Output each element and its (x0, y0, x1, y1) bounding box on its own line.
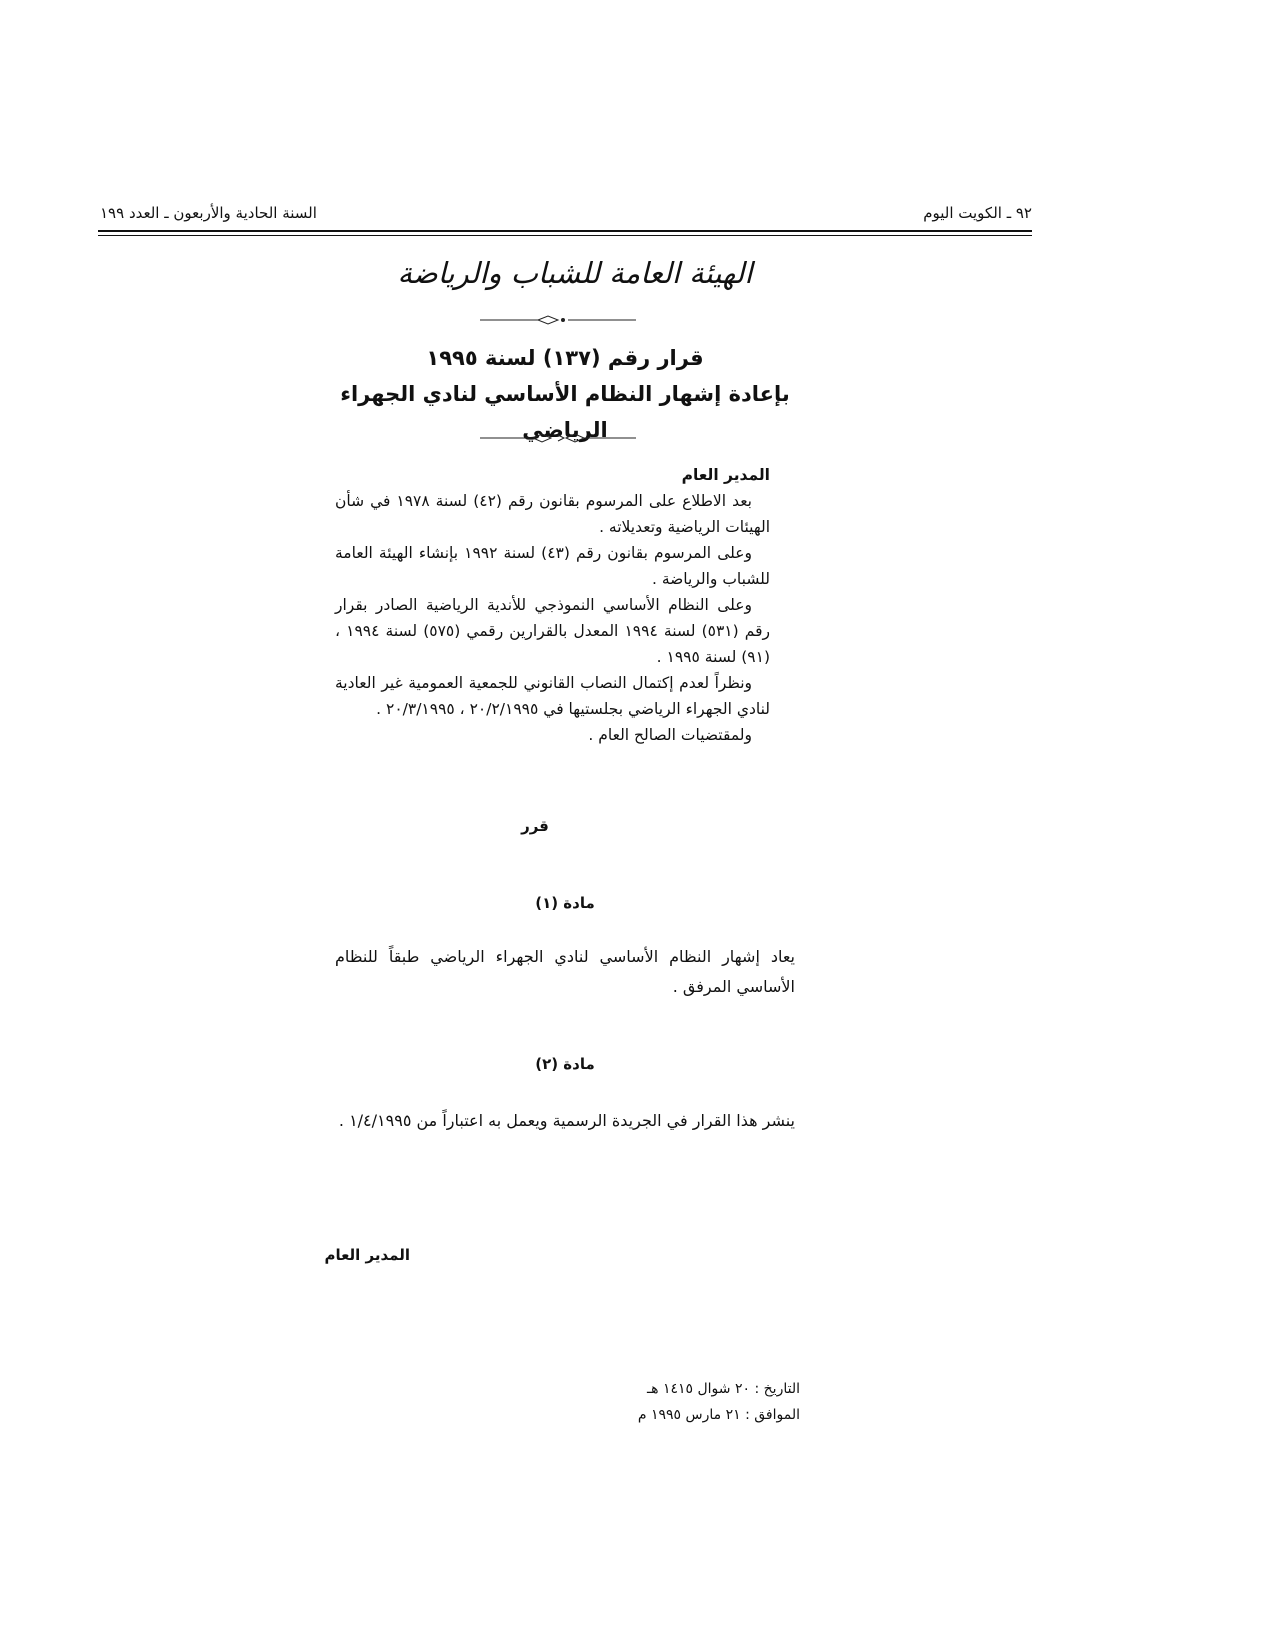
ornament-divider (478, 313, 638, 327)
preamble-paragraph: ونظراً لعدم إكتمال النصاب القانوني للجمعية العمومية غير العادية لنادي الجهراء الرياضي بجلستيها في ٢٠/٢/١٩٩٥ ، ٢٠/٣/١٩٩٥ . (335, 674, 770, 718)
signature-title: المدير العام (324, 1246, 410, 1264)
page-label: ٩٢ ـ الكويت اليوم (923, 204, 1032, 222)
hijri-date: التاريخ : ٢٠ شوال ١٤١٥ هـ (647, 1381, 800, 1397)
header-rule (98, 230, 1032, 232)
preamble-paragraph: وعلى النظام الأساسي النموذجي للأندية الرياضية الصادر بقرار رقم (٥٣١) لسنة ١٩٩٤ المعدل بالقرارين رقمي (٥٧٥) لسنة ١٩٩٤ ، (٩١) لسنة ١٩٩٥ . (335, 596, 770, 666)
preamble (335, 462, 770, 748)
article-2-heading: مادة (٢) (535, 1055, 595, 1073)
issuer-label: المدير العام (681, 466, 770, 484)
preamble-paragraph: ولمقتضيات الصالح العام . (588, 726, 752, 744)
decree-number: قرار رقم (١٣٧) لسنة ١٩٩٥ (426, 346, 704, 370)
article-2-text: ينشر هذا القرار في الجريدة الرسمية ويعمل به اعتباراً من ١/٤/١٩٩٥ . (338, 1111, 795, 1130)
decree-dates (560, 1376, 800, 1428)
article-1-heading: مادة (١) (535, 894, 595, 912)
preamble-paragraph: بعد الاطلاع على المرسوم بقانون رقم (٤٢) لسنة ١٩٧٨ في شأن الهيئات الرياضية وتعديلاته . (335, 492, 770, 536)
gregorian-date: الموافق : ٢١ مارس ١٩٩٥ م (637, 1407, 800, 1423)
article-1-text: يعاد إشهار النظام الأساسي لنادي الجهراء الرياضي طبقاً للنظام الأساسي المرفق . (335, 947, 795, 996)
decided-heading: قرر (521, 817, 549, 835)
issue-label: السنة الحادية والأربعون ـ العدد ١٩٩ (100, 204, 317, 222)
preamble-paragraph: وعلى المرسوم بقانون رقم (٤٣) لسنة ١٩٩٢ بإنشاء الهيئة العامة للشباب والرياضة . (335, 544, 770, 588)
ornament-divider-title (478, 431, 638, 445)
issuing-authority: الهيئة العامة للشباب والرياضة (397, 256, 753, 290)
decree-subject: بإعادة إشهار النظام الأساسي لنادي الجهراء الرياضي (340, 382, 790, 442)
header-rule-secondary (98, 235, 1032, 236)
